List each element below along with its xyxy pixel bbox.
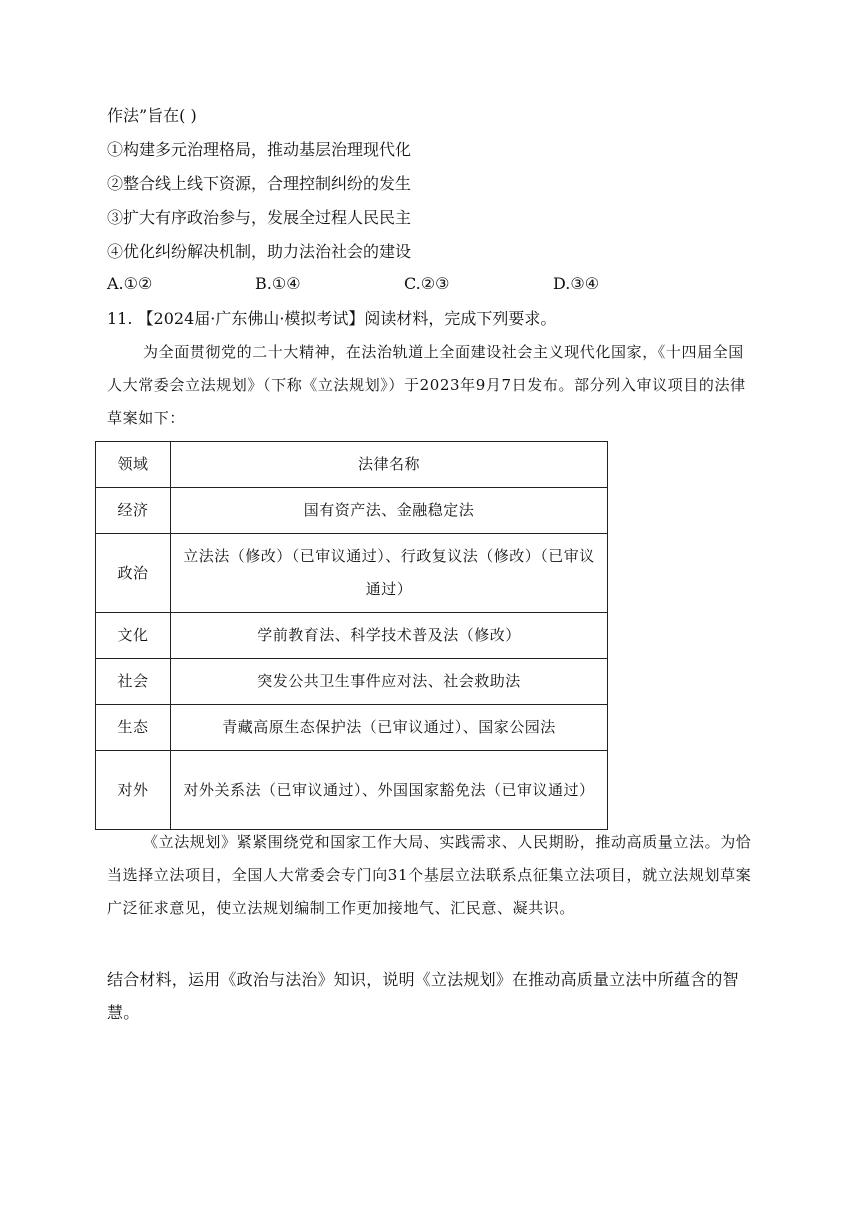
law-cell: 对外关系法（已审议通过）、外国国家豁免法（已审议通过） xyxy=(171,751,608,830)
field-cell: 经济 xyxy=(96,488,171,534)
field-cell: 文化 xyxy=(96,613,171,659)
question-task: 结合材料，运用《政治与法治》知识，说明《立法规划》在推动高质量立法中所蕴含的智慧。 xyxy=(107,970,739,1022)
statement-3: ③扩大有序政治参与，发展全过程人民民主 xyxy=(107,208,412,227)
table-row xyxy=(96,488,608,534)
law-table xyxy=(95,441,608,830)
law-cell: 立法法（修改）（已审议通过）、行政复议法（修改）（已审议通过） xyxy=(171,534,608,613)
law-cell: 突发公共卫生事件应对法、社会救助法 xyxy=(171,659,608,705)
option-a: A.①② xyxy=(107,274,153,293)
material-intro: 为全面贯彻党的二十大精神，在法治轨道上全面建设社会主义现代化国家，《十四届全国人大常委会立法规划》（下称《立法规划》）于2023年9月7日发布。部分列入审议项目的法律草案如下： xyxy=(107,343,746,427)
table-row xyxy=(96,659,608,705)
table-row xyxy=(96,751,608,830)
table-header-row xyxy=(96,442,608,488)
statement-4: ④优化纠纷解决机制，助力法治社会的建设 xyxy=(107,242,412,261)
option-c: C.②③ xyxy=(404,274,450,293)
field-cell: 政治 xyxy=(96,534,171,613)
field-cell: 社会 xyxy=(96,659,171,705)
question-stem-tail: 作法”旨在( ) xyxy=(107,106,197,125)
statement-2: ②整合线上线下资源，合理控制纠纷的发生 xyxy=(107,174,412,193)
question-heading: 11. 【2024届·广东佛山·模拟考试】阅读材料，完成下列要求。 xyxy=(107,309,557,328)
option-d: D.③④ xyxy=(553,274,600,293)
table-row xyxy=(96,613,608,659)
field-cell: 生态 xyxy=(96,705,171,751)
header-field: 领域 xyxy=(96,442,171,488)
statement-1: ①构建多元治理格局，推动基层治理现代化 xyxy=(107,140,412,159)
table-row xyxy=(96,534,608,613)
law-cell: 青藏高原生态保护法（已审议通过）、国家公园法 xyxy=(171,705,608,751)
field-cell: 对外 xyxy=(96,751,171,830)
table-row xyxy=(96,705,608,751)
law-cell: 国有资产法、金融稳定法 xyxy=(171,488,608,534)
answer-options xyxy=(107,273,747,295)
header-law-name: 法律名称 xyxy=(171,442,608,488)
option-b: B.①④ xyxy=(255,274,301,293)
law-cell: 学前教育法、科学技术普及法（修改） xyxy=(171,613,608,659)
material-paragraph-2: 《立法规划》紧紧围绕党和国家工作大局、实践需求、人民期盼，推动高质量立法。为恰当选择立法项目，全国人大常委会专门向31个基层立法联系点征集立法项目，就立法规划草案广泛征求意见，使立法规划编制工作更加接地气、汇民意、凝共识。 xyxy=(107,833,752,917)
